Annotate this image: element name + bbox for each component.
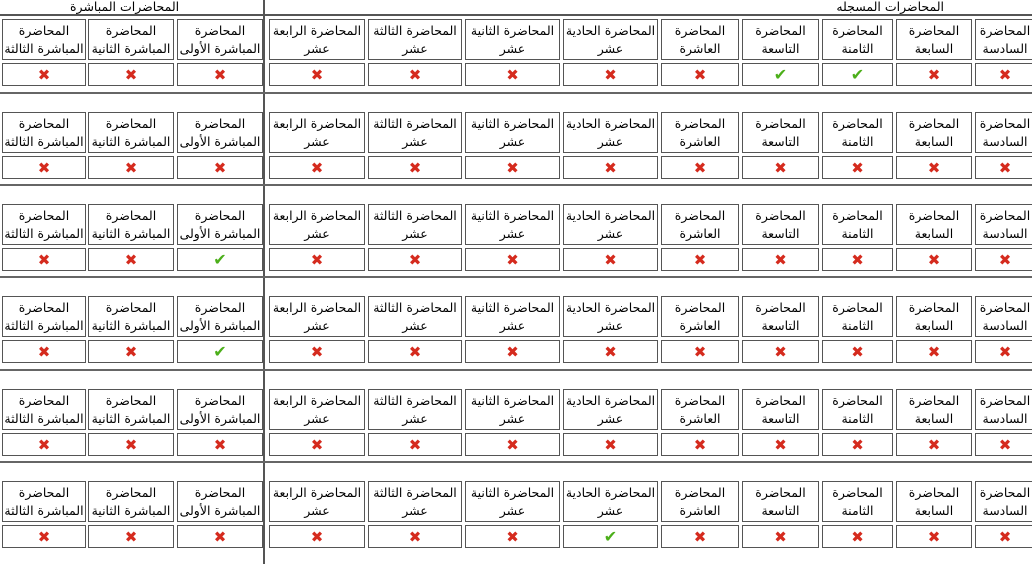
cross-icon: ✖: [368, 340, 462, 363]
cross-icon: ✖: [896, 525, 972, 548]
live-lecture-header: المحاضرة المباشرة الأولى: [177, 389, 263, 430]
recorded-lecture-header: المحاضرة الرابعة عشر: [269, 389, 365, 430]
live-lecture-header: المحاضرة المباشرة الثانية: [88, 481, 174, 522]
live-lecture-header: المحاضرة المباشرة الثانية: [88, 112, 174, 153]
cross-icon: ✖: [269, 63, 365, 86]
recorded-lecture-header: المحاضرة التاسعة: [742, 204, 819, 245]
recorded-lecture-header: المحاضرة الثامنة: [822, 19, 893, 60]
recorded-lecture-header: المحاضرة الرابعة عشر: [269, 204, 365, 245]
recorded-lecture-header: المحاضرة السادسة: [975, 389, 1032, 430]
cross-icon: ✖: [563, 63, 658, 86]
cross-icon: ✖: [88, 525, 174, 548]
recorded-lecture-header: المحاضرة الحادية عشر: [563, 112, 658, 153]
live-lecture-header: المحاضرة المباشرة الثالثة: [2, 204, 86, 245]
check-icon: ✔: [742, 63, 819, 86]
recorded-lecture-header: المحاضرة السابعة: [896, 389, 972, 430]
recorded-lecture-header: المحاضرة السابعة: [896, 204, 972, 245]
cross-icon: ✖: [661, 525, 739, 548]
recorded-lecture-header: المحاضرة الرابعة عشر: [269, 296, 365, 337]
recorded-lecture-header: المحاضرة الثالثة عشر: [368, 296, 462, 337]
cross-icon: ✖: [822, 156, 893, 179]
recorded-lecture-header: المحاضرة السادسة: [975, 296, 1032, 337]
cross-icon: ✖: [2, 340, 86, 363]
recorded-title-rule: [265, 14, 1032, 16]
live-lecture-header: المحاضرة المباشرة الثالثة: [2, 389, 86, 430]
recorded-lecture-header: المحاضرة الرابعة عشر: [269, 481, 365, 522]
cross-icon: ✖: [465, 525, 560, 548]
live-lecture-header: المحاضرة المباشرة الثالثة: [2, 481, 86, 522]
recorded-lectures-title: المحاضرات المسجله: [836, 0, 944, 14]
recorded-lecture-header: المحاضرة الثالثة عشر: [368, 204, 462, 245]
cross-icon: ✖: [822, 248, 893, 271]
band-separator: [0, 461, 1032, 463]
cross-icon: ✖: [975, 156, 1032, 179]
cross-icon: ✖: [465, 156, 560, 179]
cross-icon: ✖: [368, 525, 462, 548]
cross-icon: ✖: [2, 156, 86, 179]
cross-icon: ✖: [88, 248, 174, 271]
recorded-lecture-header: المحاضرة السابعة: [896, 19, 972, 60]
live-lecture-header: المحاضرة المباشرة الثانية: [88, 389, 174, 430]
recorded-lecture-header: المحاضرة العاشرة: [661, 204, 739, 245]
cross-icon: ✖: [465, 63, 560, 86]
cross-icon: ✖: [269, 156, 365, 179]
cross-icon: ✖: [896, 340, 972, 363]
recorded-lecture-header: المحاضرة السادسة: [975, 204, 1032, 245]
cross-icon: ✖: [975, 248, 1032, 271]
recorded-lecture-header: المحاضرة الثامنة: [822, 389, 893, 430]
cross-icon: ✖: [368, 433, 462, 456]
recorded-lecture-header: المحاضرة الثانية عشر: [465, 296, 560, 337]
cross-icon: ✖: [177, 433, 263, 456]
recorded-lecture-header: المحاضرة الثالثة عشر: [368, 481, 462, 522]
recorded-lecture-header: المحاضرة الثانية عشر: [465, 204, 560, 245]
cross-icon: ✖: [368, 63, 462, 86]
cross-icon: ✖: [661, 433, 739, 456]
check-icon: ✔: [822, 63, 893, 86]
cross-icon: ✖: [465, 340, 560, 363]
cross-icon: ✖: [177, 156, 263, 179]
cross-icon: ✖: [822, 340, 893, 363]
cross-icon: ✖: [88, 340, 174, 363]
cross-icon: ✖: [661, 63, 739, 86]
cross-icon: ✖: [822, 433, 893, 456]
cross-icon: ✖: [563, 156, 658, 179]
check-icon: ✔: [177, 248, 263, 271]
live-lecture-header: المحاضرة المباشرة الأولى: [177, 204, 263, 245]
recorded-lecture-header: المحاضرة العاشرة: [661, 19, 739, 60]
cross-icon: ✖: [742, 156, 819, 179]
cross-icon: ✖: [563, 433, 658, 456]
recorded-lecture-header: المحاضرة التاسعة: [742, 296, 819, 337]
cross-icon: ✖: [2, 63, 86, 86]
live-lecture-header: المحاضرة المباشرة الثالثة: [2, 296, 86, 337]
cross-icon: ✖: [563, 248, 658, 271]
cross-icon: ✖: [661, 340, 739, 363]
cross-icon: ✖: [742, 248, 819, 271]
cross-icon: ✖: [465, 433, 560, 456]
cross-icon: ✖: [742, 433, 819, 456]
recorded-lecture-header: المحاضرة الثالثة عشر: [368, 389, 462, 430]
cross-icon: ✖: [975, 433, 1032, 456]
recorded-lecture-header: المحاضرة السادسة: [975, 112, 1032, 153]
cross-icon: ✖: [269, 433, 365, 456]
live-lecture-header: المحاضرة المباشرة الأولى: [177, 481, 263, 522]
cross-icon: ✖: [2, 433, 86, 456]
cross-icon: ✖: [742, 525, 819, 548]
recorded-lecture-header: المحاضرة الثانية عشر: [465, 389, 560, 430]
live-lecture-header: المحاضرة المباشرة الأولى: [177, 296, 263, 337]
cross-icon: ✖: [896, 433, 972, 456]
cross-icon: ✖: [88, 156, 174, 179]
cross-icon: ✖: [465, 248, 560, 271]
recorded-lecture-header: المحاضرة التاسعة: [742, 112, 819, 153]
recorded-lecture-header: المحاضرة الحادية عشر: [563, 481, 658, 522]
cross-icon: ✖: [822, 525, 893, 548]
cross-icon: ✖: [177, 63, 263, 86]
cross-icon: ✖: [563, 340, 658, 363]
recorded-lecture-header: المحاضرة العاشرة: [661, 296, 739, 337]
band-separator: [0, 92, 1032, 94]
recorded-lecture-header: المحاضرة الثانية عشر: [465, 19, 560, 60]
recorded-lecture-header: المحاضرة السابعة: [896, 296, 972, 337]
cross-icon: ✖: [88, 63, 174, 86]
cross-icon: ✖: [269, 248, 365, 271]
recorded-lecture-header: المحاضرة الثالثة عشر: [368, 112, 462, 153]
live-title-rule: [0, 14, 263, 16]
live-lecture-header: المحاضرة المباشرة الأولى: [177, 112, 263, 153]
live-lecture-header: المحاضرة المباشرة الثانية: [88, 204, 174, 245]
recorded-lecture-header: المحاضرة الحادية عشر: [563, 19, 658, 60]
live-lecture-header: المحاضرة المباشرة الثالثة: [2, 112, 86, 153]
cross-icon: ✖: [975, 63, 1032, 86]
recorded-lecture-header: المحاضرة الثانية عشر: [465, 481, 560, 522]
cross-icon: ✖: [368, 248, 462, 271]
recorded-lecture-header: المحاضرة الرابعة عشر: [269, 19, 365, 60]
recorded-lecture-header: المحاضرة الثانية عشر: [465, 112, 560, 153]
recorded-lecture-header: المحاضرة السابعة: [896, 481, 972, 522]
recorded-lecture-header: المحاضرة الحادية عشر: [563, 389, 658, 430]
check-icon: ✔: [563, 525, 658, 548]
cross-icon: ✖: [975, 525, 1032, 548]
recorded-lecture-header: المحاضرة التاسعة: [742, 19, 819, 60]
recorded-lecture-header: المحاضرة العاشرة: [661, 481, 739, 522]
cross-icon: ✖: [896, 156, 972, 179]
recorded-lecture-header: المحاضرة الحادية عشر: [563, 296, 658, 337]
recorded-lecture-header: المحاضرة التاسعة: [742, 481, 819, 522]
recorded-lecture-header: المحاضرة السابعة: [896, 112, 972, 153]
live-lecture-header: المحاضرة المباشرة الثالثة: [2, 19, 86, 60]
cross-icon: ✖: [661, 156, 739, 179]
cross-icon: ✖: [742, 340, 819, 363]
cross-icon: ✖: [975, 340, 1032, 363]
cross-icon: ✖: [896, 248, 972, 271]
cross-icon: ✖: [269, 525, 365, 548]
live-lecture-header: المحاضرة المباشرة الثانية: [88, 296, 174, 337]
live-lecture-header: المحاضرة المباشرة الأولى: [177, 19, 263, 60]
band-separator: [0, 276, 1032, 278]
cross-icon: ✖: [368, 156, 462, 179]
band-separator: [0, 369, 1032, 371]
cross-icon: ✖: [269, 340, 365, 363]
check-icon: ✔: [177, 340, 263, 363]
cross-icon: ✖: [88, 433, 174, 456]
recorded-lecture-header: المحاضرة الثامنة: [822, 296, 893, 337]
recorded-lecture-header: المحاضرة الثالثة عشر: [368, 19, 462, 60]
cross-icon: ✖: [661, 248, 739, 271]
recorded-lecture-header: المحاضرة التاسعة: [742, 389, 819, 430]
recorded-lecture-header: المحاضرة السادسة: [975, 481, 1032, 522]
section-divider: [263, 0, 265, 564]
cross-icon: ✖: [896, 63, 972, 86]
recorded-lecture-header: المحاضرة الرابعة عشر: [269, 112, 365, 153]
recorded-lecture-header: المحاضرة العاشرة: [661, 389, 739, 430]
cross-icon: ✖: [2, 525, 86, 548]
live-lectures-title: المحاضرات المباشرة: [70, 0, 180, 14]
recorded-lecture-header: المحاضرة السادسة: [975, 19, 1032, 60]
cross-icon: ✖: [177, 525, 263, 548]
cross-icon: ✖: [2, 248, 86, 271]
recorded-lecture-header: المحاضرة الثامنة: [822, 112, 893, 153]
live-lecture-header: المحاضرة المباشرة الثانية: [88, 19, 174, 60]
recorded-lecture-header: المحاضرة الثامنة: [822, 481, 893, 522]
band-separator: [0, 184, 1032, 186]
recorded-lecture-header: المحاضرة الثامنة: [822, 204, 893, 245]
recorded-lecture-header: المحاضرة الحادية عشر: [563, 204, 658, 245]
recorded-lecture-header: المحاضرة العاشرة: [661, 112, 739, 153]
